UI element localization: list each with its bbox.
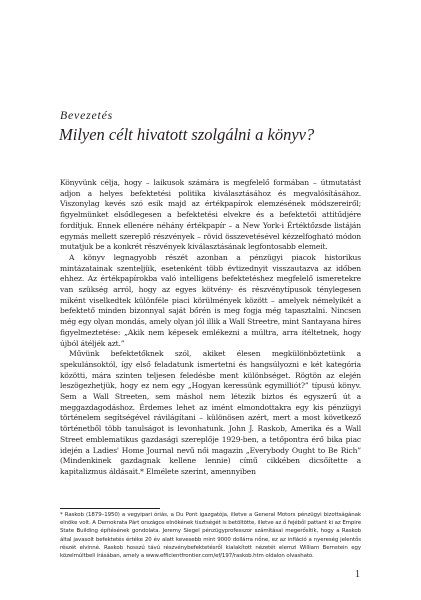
- page-number: 1: [355, 569, 360, 580]
- paragraph: A könyv legnagyobb részét azonban a pénzügyi piacok historikus mintázatainak szenteljük, esetenként több évtizednyit visszautazva az időben ehhez. Az értékpapírokba való intelligens befektetéshez megfelelő ismeretekre van szükség arról, hogy az egyes kötvény- és részvénytípusok ténylegesen miként viselkedtek különféle piaci körülmények között – amelyek némelyikét a befektető minden bizonnyal saját bőrén is meg fogja még tapasztalni. Nincsen még egy olyan mondás, amely olyan jól illik a Wall Streetre, mint Santayana híres figyelmeztetése: „Akik nem képesek emlékezni a múltra, arra ítéltetnek, hogy újból átéljék azt.”: [60, 252, 361, 348]
- paragraph: Művünk befektetőknek szól, akiket élesen megkülönböztetünk a spekulánsoktól, így első feladatunk ismertetni és hangsúlyozni e két kategória közötti, mára szinten teljesen feledésbe ment különbséget. Rögtön az elején leszögezhetjük, hogy ez nem egy „Hogyan keressünk egymilliót?” típusú könyv. Sem a Wall Streeten, sem máshol nem létezik biztos és egyszerű út a meggazdagodáshoz. Érdemes lehet az imént elmondottakra egy kis pénzügyi történelem segítségével rávilágítani – különösen azért, mert a most következő történetből több tanulságot is levonhatunk. John J. Raskob, Amerika és a Wall Street emblematikus gazdasági szereplője 1929-ben, a tetőpontra érő bika piac idején a Ladies' Home Journal nevű női magazin „Everybody Ought to Be Rich” (Mindenkinek gazdagnak kellene lennie) című cikkében dicsőítette a kapitalizmus áldásait.* Elmélete szerint, amennyiben: [60, 349, 361, 476]
- section-label: Bevezetés: [60, 108, 114, 122]
- footnote: * Raskob (1879–1950) a vegyipari óriás, a Du Pont igazgatója, illetve a General Motors pénzügyi bizottságának elnöke volt. A Demokrata Párt országos elnökének tisztségét is betöltötte, illetve az ő fejéből pattant ki az Empire State Building építésének gondolata. Jeremy Siegel pénzügyprofesszor számításai megerősítik, hogy a Raskob által javasolt befektetés értéke 20 év alatt kevesebb mint 9000 dollárra nőne, ez az infláció a nyereség jelentős részét elvinné. Raskob hosszú távú részvénybefektetésről kialakított nézetét elemzi William Bernstein egy közelmúltbeli írásában, amely a www.efficientfrontier.com/ef/197/raskob.htm oldalon olvasható.: [60, 512, 361, 560]
- chapter-title: Milyen célt hivatott szolgálni a könyv?: [59, 125, 315, 144]
- footnote-divider: [60, 508, 160, 509]
- body-text: [60, 178, 361, 478]
- paragraph: Könyvünk célja, hogy – laikusok számára is megfelelő formában – útmutatást adjon a helyes befektetési politika kiválasztásához és megvalósításához. Viszonylag kevés szó esik majd az értékpapírok elemzésének módszereiről; figyelmünket elsődlegesen a befektetési elvekre és a befektetői attitűdjére fordítjuk. Ennek ellenére néhány értékpapír – a New York-i Értéktőzsde listáján egymás mellett szereplő részvények – rövid összevetésével kézzelfogható módon mutatjuk be a konkrét részvények kiválasztásának legfontosabb elemeit.: [60, 178, 361, 252]
